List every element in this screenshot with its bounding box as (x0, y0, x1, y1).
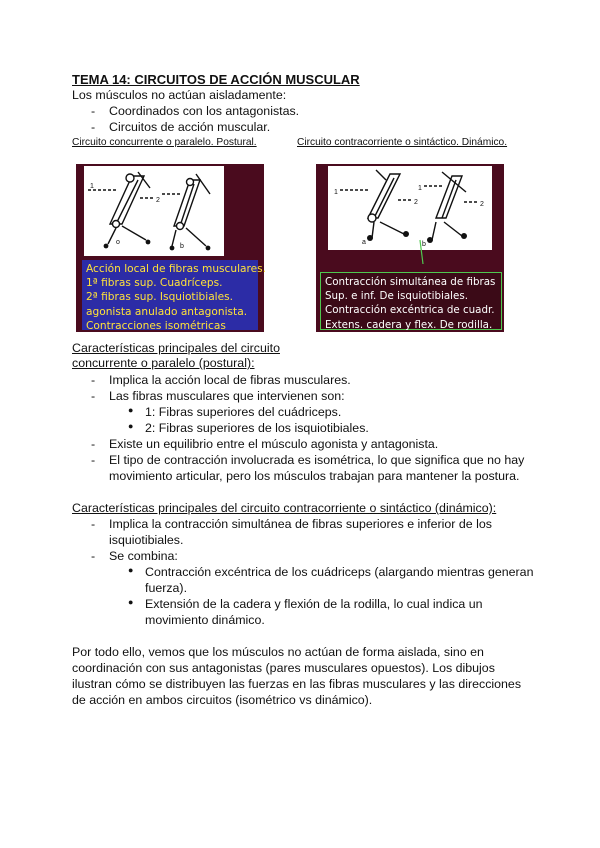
figure-left (76, 164, 267, 332)
diagram-mark: 1 (418, 185, 422, 192)
diagram-right (316, 164, 504, 264)
dot-bullet: ● (128, 565, 134, 575)
list-item: El tipo de contracción involucrada es isométrica, lo que significa que no hay (109, 453, 525, 467)
callout-left (82, 260, 267, 332)
list-item: Implica la acción local de fibras musculares. (109, 373, 351, 387)
sub-list-item-continued: movimiento dinámico. (145, 613, 265, 627)
callout-line: Sup. e inf. De isquiotibiales. (325, 290, 468, 303)
list-item-continued: isquiotibiales. (109, 533, 184, 547)
conclusion-line: ilustran cómo se distribuyen las fuerzas en las fibras musculares y las direcciones (72, 677, 522, 691)
sub-list-item: Contracción excéntrica de los cuádriceps (alargando mientras generan (145, 565, 534, 579)
callout-line: Contracciones isométricas (86, 319, 226, 332)
dash-bullet: - (91, 437, 96, 451)
list-item: Se combina: (109, 549, 178, 563)
sub-list-item: Extensión de la cadera y flexión de la rodilla, lo cual indica un (145, 597, 483, 611)
figure-right (316, 164, 504, 332)
caption-right: Circuito contracorriente o sintáctico. Dinámico. (297, 137, 508, 148)
caption-left: Circuito concurrente o paralelo. Postural. (72, 137, 257, 148)
diagram-mark: 2 (414, 199, 418, 206)
list-item: Las fibras musculares que intervienen son: (109, 389, 345, 403)
diagram-mark: b (180, 243, 184, 250)
list-item-continued: movimiento articular, pero los músculos trabajan para mantener la postura. (109, 469, 520, 483)
diagram-mark: 1 (90, 183, 94, 190)
callout-line: 1ª fibras sup. Cuadríceps. (86, 277, 223, 290)
section2-heading: Características principales del circuito contracorriente o sintáctico (dinámico): (72, 501, 497, 515)
list-item: Implica la contracción simultánea de fibras superiores e inferior de los (109, 517, 492, 531)
intro-item: Circuitos de acción muscular. (109, 120, 271, 134)
callout-line: Acción local de fibras musculares. (86, 263, 267, 275)
diagram-mark: b (422, 241, 426, 248)
diagram-mark: 2 (480, 201, 484, 208)
dash-bullet: - (91, 549, 96, 563)
dash-bullet: - (91, 373, 96, 387)
callout-line: 2ª fibras sup. Isquiotibiales. (86, 291, 234, 304)
conclusion-line: Por todo ello, vemos que los músculos no actúan de forma aislada, sino en (72, 645, 484, 659)
section1-heading: Características principales del circuito (72, 341, 280, 355)
dot-bullet: ● (128, 421, 134, 431)
dot-bullet: ● (128, 597, 134, 607)
section1-heading: concurrente o paralelo (postural): (72, 356, 255, 370)
diagram-mark: a (362, 239, 366, 246)
list-item: Existe un equilibrio entre el músculo agonista y antagonista. (109, 437, 439, 451)
callout-line: Contracción excéntrica de cuadr. (325, 304, 495, 317)
dash-bullet: - (91, 517, 96, 531)
sub-list-item-continued: fuerza). (145, 581, 188, 595)
diagram-mark: 1 (334, 189, 338, 196)
conclusion-line: coordinación con sus antagonistas (pares musculares opuestos). Los dibujos (72, 661, 495, 675)
page-title: TEMA 14: CIRCUITOS DE ACCIÓN MUSCULAR (72, 72, 360, 87)
callout-line: agonista anulado antagonista. (86, 305, 248, 318)
diagram-mark: 2 (156, 197, 160, 204)
conclusion-line: de acción en ambos circuitos (isométrico vs dinámico). (72, 693, 373, 707)
callout-line: Contracción simultánea de fibras (325, 276, 496, 288)
dash-bullet: - (91, 453, 96, 467)
callout-right (320, 272, 502, 330)
dash-bullet: - (91, 120, 96, 134)
callout-line: Extens. cadera y flex. De rodilla. (325, 318, 493, 331)
intro-item: Coordinados con los antagonistas. (109, 104, 300, 118)
dash-bullet: - (91, 104, 96, 118)
diagram-mark: o (116, 239, 120, 246)
dash-bullet: - (91, 389, 96, 403)
intro-text: Los músculos no actúan aisladamente: (72, 88, 287, 102)
sub-list-item: 2: Fibras superiores de los isquiotibiales. (145, 421, 369, 435)
dot-bullet: ● (128, 405, 134, 415)
diagram-left (76, 164, 264, 260)
sub-list-item: 1: Fibras superiores del cuádriceps. (145, 405, 342, 419)
